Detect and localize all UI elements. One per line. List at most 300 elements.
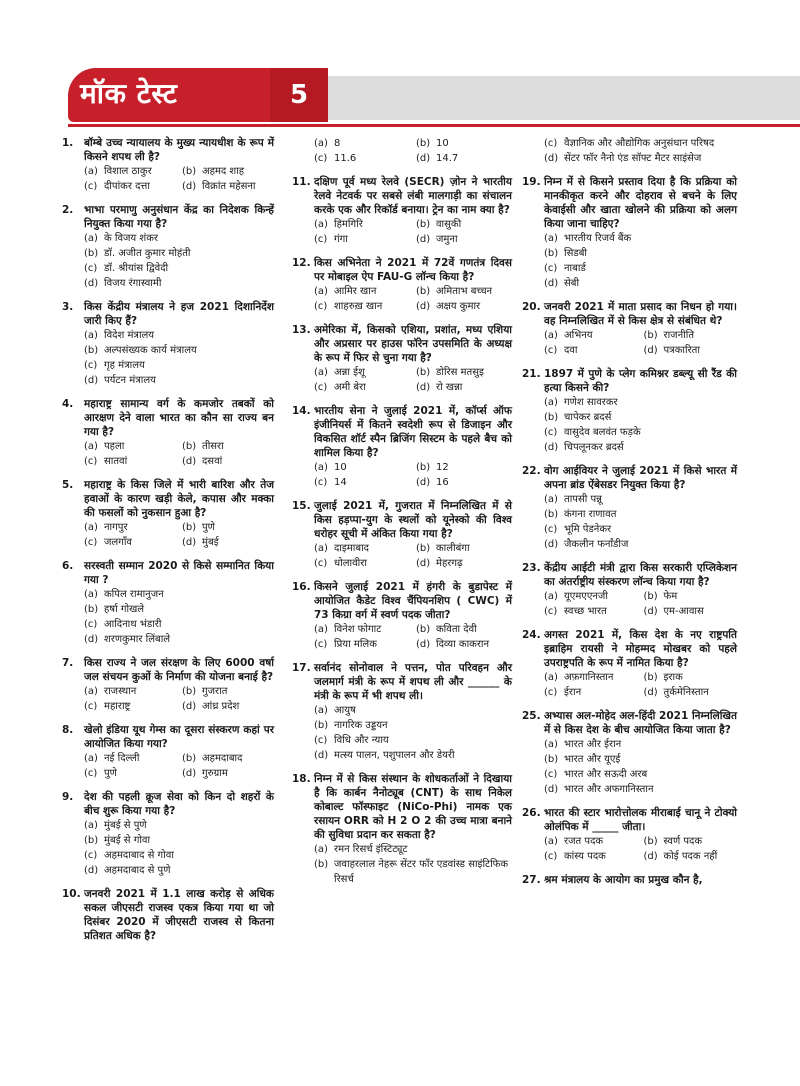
option-text: सेबी: [564, 278, 580, 289]
option-item: [182, 179, 274, 194]
options-list: [84, 328, 274, 388]
option-item: [84, 343, 274, 358]
option-text: पुणे: [104, 768, 117, 779]
option-letter: (a): [544, 330, 558, 341]
option-text: जमुना: [436, 234, 458, 245]
question-number: 2.: [62, 204, 74, 216]
question-header: [522, 175, 737, 231]
option-text: नागपुर: [104, 522, 128, 533]
option-text: दाइमाबाद: [334, 543, 369, 554]
option-item: [314, 842, 512, 857]
option-item: [416, 151, 512, 166]
question-number: 25.: [522, 710, 541, 722]
option-letter: (b): [643, 836, 658, 847]
question-text: निम्न में से किसने प्रस्ताव दिया है कि प्रक्रिया को मानकीकृत करने और दोहराव से बचने के लिए केवाईसी और खाता खोलने की प्रक्रिया को अलग किया जाना चाहिए?: [544, 176, 737, 230]
option-item: [544, 343, 638, 358]
question-number: 9.: [62, 791, 74, 803]
option-text: वासुकी: [436, 219, 462, 230]
option-letter: (a): [84, 820, 98, 831]
option-item: [544, 425, 737, 440]
option-text: कविता देवी: [436, 624, 477, 635]
option-item: [644, 849, 738, 864]
question-text: दक्षिण पूर्व मध्य रेलवे (SECR) ज़ोन ने भारतीय रेलवे नेटवर्क पर सबसे लंबी मालगाड़ी का संचालन करके एक और रिकॉर्ड बनाया। ट्रेन का नाम क्या है?: [314, 176, 512, 216]
test-number: 5: [289, 80, 309, 110]
option-text: महाराष्ट्र: [104, 701, 131, 712]
option-text: अहमदाबाद से गोवा: [104, 850, 174, 861]
option-letter: (a): [84, 522, 98, 533]
question-block: [522, 367, 737, 455]
option-letter: (a): [314, 286, 328, 297]
option-item: [544, 767, 737, 782]
option-letter: (c): [544, 606, 558, 617]
option-letter: (b): [416, 543, 431, 554]
option-letter: (b): [416, 286, 431, 297]
options-list: [544, 737, 737, 797]
column-3: [522, 136, 737, 896]
question-header: [292, 404, 512, 460]
option-item: [314, 718, 512, 733]
question-header: [292, 580, 512, 622]
question-block: [292, 175, 512, 247]
options-list: [314, 217, 512, 247]
option-letter: (b): [84, 248, 99, 259]
option-text: जवाहरलाल नेहरू सेंटर फॉर एडवांस्ड साइंटिफिक रिसर्च: [334, 859, 509, 885]
question-block: [292, 580, 512, 652]
option-letter: (c): [84, 768, 98, 779]
question-text: 1897 में पुणे के प्लेग कमिश्नर डब्ल्यू सी रैंड की हत्या किसने की?: [544, 368, 737, 394]
option-item: [84, 818, 274, 833]
option-item: [314, 232, 410, 247]
option-letter: (a): [84, 233, 98, 244]
question-number: 3.: [62, 301, 74, 313]
option-letter: (d): [416, 477, 431, 488]
option-text: गुजरात: [202, 686, 228, 697]
question-number: 11.: [292, 176, 311, 188]
option-letter: (d): [84, 375, 99, 386]
question-number: 5.: [62, 479, 74, 491]
options-list: [314, 284, 512, 314]
option-item: [644, 834, 738, 849]
option-item: [314, 365, 410, 380]
question-block: [292, 323, 512, 395]
option-text: तुर्कमेनिस्तान: [663, 687, 709, 698]
option-letter: (b): [182, 166, 197, 177]
option-item: [84, 179, 176, 194]
option-letter: (c): [84, 181, 98, 192]
option-letter: (b): [544, 412, 559, 423]
option-letter: (c): [544, 524, 558, 535]
options-list: [84, 818, 274, 878]
option-letter: (d): [416, 153, 431, 164]
question-number: 8.: [62, 724, 74, 736]
option-text: वैज्ञानिक और औद्योगिक अनुसंधान परिषद: [564, 138, 715, 149]
option-letter: (a): [544, 836, 558, 847]
option-letter: (a): [544, 397, 558, 408]
question-text: खेलो इंडिया यूथ गेम्स का दूसरा संस्करण कहां पर आयोजित किया गया?: [84, 724, 274, 750]
question-header: [292, 323, 512, 365]
option-text: गृह मंत्रालय: [104, 360, 145, 371]
option-letter: (a): [544, 591, 558, 602]
option-text: धोलावीरा: [334, 558, 367, 569]
page-title: मॉक टेस्ट: [80, 77, 178, 110]
option-item: [84, 766, 176, 781]
question-number: 26.: [522, 807, 541, 819]
option-item: [416, 365, 512, 380]
options-list: [84, 587, 274, 647]
options-list: [544, 589, 737, 619]
option-letter: (c): [84, 456, 98, 467]
option-item: [416, 232, 512, 247]
option-letter: (d): [544, 539, 559, 550]
option-item: [314, 151, 410, 166]
question-block: [62, 887, 274, 943]
question-text: अमेरिका में, किसको एशिया, प्रशांत, मध्य एशिया और अप्रसार पर हाउस फॉरेन उपसमिति के अध्यक्ष के रूप में फिर से चुना गया है?: [314, 324, 512, 364]
option-letter: (b): [314, 859, 329, 870]
options-list: [544, 328, 737, 358]
option-item: [84, 751, 176, 766]
question-text: केंद्रीय आईटी मंत्री द्वारा किस सरकारी एप्लिकेशन का अंतर्राष्ट्रीय संस्करण लॉन्च किया गया है?: [544, 562, 737, 588]
question-text: सर्वानंद सोनोवाल ने पत्तन, पोत परिवहन और जलमार्ग मंत्री के रूप में शपथ ली और ______ के मंत्री के रूप में भी शपथ ली।: [314, 662, 512, 702]
option-letter: (d): [84, 278, 99, 289]
question-text: जनवरी 2021 में 1.1 लाख करोड़ से अधिक सकल जीएसटी राजस्व एकत्र किया गया था जो दिसंबर 2020 में जीएसटी राजस्व से कितना प्रतिशत अधिक है?: [84, 888, 274, 942]
option-text: रो खन्ना: [436, 382, 463, 393]
question-block: [522, 873, 737, 887]
option-text: 10: [436, 138, 449, 149]
option-item: [314, 299, 410, 314]
option-letter: (a): [314, 462, 328, 473]
question-text: महाराष्ट्र के किस जिले में भारी बारिश और तेज हवाओं के कारण खड़ी केले, कपास और मक्का की फसलों को नुकसान हुआ है?: [84, 479, 274, 519]
question-text: भारतीय सेना ने जुलाई 2021 में, कॉर्प्स ऑफ इंजीनियर्स में कितने स्वदेशी रूप से डिजाइन और विकसित शॉर्ट स्पैन ब्रिजिंग सिस्टम के पहले बैच को शामिल किया है?: [314, 405, 512, 459]
option-item: [544, 136, 737, 151]
option-item: [416, 460, 512, 475]
option-text: भारत और अफगानिस्तान: [564, 784, 654, 795]
option-letter: (c): [314, 153, 328, 164]
option-letter: (b): [416, 462, 431, 473]
option-text: आयुष: [334, 705, 356, 716]
option-text: इराक: [663, 672, 683, 683]
question-header: [62, 478, 274, 520]
question-header: [62, 300, 274, 328]
option-item: [84, 358, 274, 373]
option-item: [544, 151, 737, 166]
option-letter: (c): [314, 735, 328, 746]
option-letter: (b): [314, 720, 329, 731]
option-letter: (a): [314, 705, 328, 716]
option-item: [314, 637, 410, 652]
option-text: नई दिल्ली: [104, 753, 140, 764]
question-number: 13.: [292, 324, 311, 336]
option-text: अन्ना ईशू: [334, 367, 365, 378]
option-text: ईरान: [564, 687, 582, 698]
option-letter: (d): [182, 456, 197, 467]
question-text: अभ्यास अल-मोहेद अल-हिंदी 2021 निम्नलिखित में से किस देश के बीच आयोजित किया जाता है?: [544, 710, 737, 736]
option-item: [544, 685, 638, 700]
options-list: [84, 231, 274, 291]
question-number: 6.: [62, 560, 74, 572]
option-item: [314, 541, 410, 556]
option-letter: (a): [544, 494, 558, 505]
option-item: [544, 492, 737, 507]
option-text: अल्पसंख्यक कार्य मंत्रालय: [104, 345, 197, 356]
option-text: विजय रंगास्वामी: [104, 278, 162, 289]
option-item: [314, 136, 410, 151]
option-text: नागरिक उड्डयन: [334, 720, 388, 731]
question-text: देश की पहली क्रूज सेवा को किन दो शहरों के बीच शुरू किया गया है?: [84, 791, 274, 817]
option-letter: (a): [84, 686, 98, 697]
question-block: [62, 656, 274, 714]
option-item: [84, 276, 274, 291]
options-list: [314, 365, 512, 395]
question-block: [62, 397, 274, 469]
question-header: [522, 561, 737, 589]
option-text: राजस्थान: [104, 686, 137, 697]
option-text: अमिताभ बच्चन: [436, 286, 493, 297]
question-block: [62, 559, 274, 647]
option-letter: (a): [314, 844, 328, 855]
option-text: डोरिस मतसुइ: [436, 367, 484, 378]
options-list: [84, 520, 274, 550]
option-text: सातवां: [104, 456, 128, 467]
option-letter: (c): [84, 537, 98, 548]
option-letter: (c): [544, 769, 558, 780]
options-list: [544, 492, 737, 552]
option-letter: (b): [643, 330, 658, 341]
question-number: 24.: [522, 629, 541, 641]
option-text: रजत पदक: [564, 836, 604, 847]
option-text: 11.6: [334, 153, 357, 164]
question-number: 19.: [522, 176, 541, 188]
option-item: [544, 261, 737, 276]
question-block: [522, 561, 737, 619]
option-text: स्वर्ण पदक: [663, 836, 703, 847]
option-text: चिपलूनकर ब्रदर्स: [564, 442, 624, 453]
option-text: आदिनाथ भंडारी: [104, 619, 162, 630]
question-number: 14.: [292, 405, 311, 417]
option-item: [84, 454, 176, 469]
question-block: [62, 300, 274, 388]
option-item: [84, 833, 274, 848]
option-letter: (d): [182, 701, 197, 712]
question-text: किस अभिनेता ने 2021 में 72वें गणतंत्र दिवस पर मोबाइल ऐप FAU-G लॉन्च किया है?: [314, 257, 512, 283]
option-text: फेम: [663, 591, 678, 602]
option-text: मेहरगढ़: [436, 558, 463, 569]
option-letter: (b): [182, 686, 197, 697]
option-letter: (d): [182, 181, 197, 192]
option-text: भारत और ईरान: [564, 739, 622, 750]
option-text: दवा: [564, 345, 578, 356]
option-text: राजनीति: [663, 330, 695, 341]
options-list: [544, 136, 737, 166]
option-text: मुंबई से पुणे: [104, 820, 147, 831]
option-letter: (a): [314, 219, 328, 230]
option-text: भारत और सऊदी अरब: [564, 769, 648, 780]
option-item: [84, 617, 274, 632]
options-list: [314, 136, 512, 166]
question-number: 12.: [292, 257, 311, 269]
option-letter: (c): [544, 427, 558, 438]
option-text: भारतीय रिजर्व बैंक: [564, 233, 632, 244]
question-text: किसने जुलाई 2021 में हंगरी के बुडापेस्ट में आयोजित कैडेट विश्व चैंपियनशिप ( CWC) में 73 किग्रा वर्ग में स्वर्ण पदक जीता?: [314, 581, 512, 621]
option-item: [544, 440, 737, 455]
option-letter: (b): [182, 441, 197, 452]
question-text: अगस्त 2021 में, किस देश के नए राष्ट्रपति इब्राहिम रायसी ने मोहम्मद मोखबर को पहले उपराष्ट्रपति के रूप में नामित किया है?: [544, 629, 737, 669]
option-text: अभिनय: [564, 330, 593, 341]
options-list: [84, 751, 274, 781]
question-header: [62, 790, 274, 818]
option-text: विशाल ठाकुर: [104, 166, 152, 177]
option-text: दिव्या काकरान: [436, 639, 490, 650]
option-letter: (c): [84, 619, 98, 630]
options-list: [314, 842, 512, 887]
option-item: [644, 604, 738, 619]
option-text: अहमदाबाद: [202, 753, 243, 764]
column-1: [62, 136, 274, 952]
options-list: [314, 541, 512, 571]
question-number: 7.: [62, 657, 74, 669]
option-letter: (d): [84, 865, 99, 876]
option-item: [182, 535, 274, 550]
option-item: [644, 670, 738, 685]
option-item: [544, 395, 737, 410]
option-text: यूएमएएनजी: [564, 591, 608, 602]
option-item: [416, 217, 512, 232]
option-letter: (c): [314, 382, 328, 393]
option-text: भारत और यूएई: [564, 754, 621, 765]
option-text: पुणे: [202, 522, 215, 533]
option-letter: (c): [314, 477, 328, 488]
option-item: [84, 602, 274, 617]
option-letter: (d): [643, 606, 658, 617]
option-letter: (a): [84, 330, 98, 341]
option-letter: (a): [84, 753, 98, 764]
question-block: [292, 256, 512, 314]
question-header: [522, 464, 737, 492]
option-letter: (c): [544, 138, 558, 149]
option-letter: (b): [643, 672, 658, 683]
option-letter: (a): [544, 672, 558, 683]
option-text: डॉ. श्रीयांस द्विवेदी: [104, 263, 169, 274]
option-item: [182, 520, 274, 535]
question-header: [292, 772, 512, 842]
option-item: [314, 475, 410, 490]
option-text: गणेश सावरकर: [564, 397, 618, 408]
option-text: गंगा: [334, 234, 348, 245]
option-letter: (b): [544, 248, 559, 259]
option-text: पहला: [104, 441, 125, 452]
question-block: [62, 478, 274, 550]
option-item: [544, 604, 638, 619]
option-text: भूमि पेडनेकर: [564, 524, 612, 535]
option-letter: (a): [314, 543, 328, 554]
option-letter: (c): [544, 345, 558, 356]
option-text: के विजय शंकर: [104, 233, 158, 244]
option-text: कांस्य पदक: [564, 851, 606, 862]
option-item: [84, 684, 176, 699]
question-header: [62, 136, 274, 164]
option-text: अक्षय कुमार: [436, 301, 481, 312]
option-letter: (b): [544, 509, 559, 520]
question-block: [292, 661, 512, 763]
question-block: [62, 790, 274, 878]
question-header: [62, 656, 274, 684]
option-item: [544, 507, 737, 522]
options-list: [84, 684, 274, 714]
option-letter: (d): [643, 851, 658, 862]
option-letter: (d): [643, 345, 658, 356]
option-item: [644, 328, 738, 343]
option-item: [314, 703, 512, 718]
option-letter: (d): [544, 442, 559, 453]
options-list: [84, 439, 274, 469]
option-item: [544, 231, 737, 246]
option-text: सेंटर फॉर नैनो एंड सॉफ्ट मैटर साइंसेज: [564, 153, 702, 164]
question-header: [62, 723, 274, 751]
option-text: दसवां: [202, 456, 223, 467]
option-item: [84, 535, 176, 550]
question-number: 20.: [522, 301, 541, 313]
option-letter: (b): [643, 591, 658, 602]
option-item: [84, 373, 274, 388]
question-block: [292, 499, 512, 571]
option-item: [544, 589, 638, 604]
option-item: [644, 589, 738, 604]
option-letter: (c): [84, 263, 98, 274]
option-item: [182, 439, 274, 454]
option-text: जैकलीन फर्नांडीज: [564, 539, 629, 550]
option-text: मत्स्य पालन, पशुपालन और डेयरी: [334, 750, 455, 761]
option-item: [314, 556, 410, 571]
option-item: [84, 587, 274, 602]
question-number: 22.: [522, 465, 541, 477]
option-item: [314, 284, 410, 299]
option-text: 8: [334, 138, 341, 149]
question-number: 23.: [522, 562, 541, 574]
option-letter: (d): [416, 382, 431, 393]
option-letter: (c): [84, 701, 98, 712]
option-item: [544, 737, 737, 752]
option-text: हर्षा गोखले: [104, 604, 145, 615]
question-header: [62, 203, 274, 231]
option-letter: (c): [314, 234, 328, 245]
option-text: 14: [334, 477, 347, 488]
header-rule: [68, 124, 800, 127]
question-block: [522, 300, 737, 358]
option-text: तीसरा: [202, 441, 224, 452]
question-header: [62, 559, 274, 587]
option-text: विक्रांत महेसना: [202, 181, 256, 192]
question-block: [522, 806, 737, 864]
option-text: स्वच्छ भारत: [564, 606, 607, 617]
option-item: [544, 834, 638, 849]
option-item: [84, 848, 274, 863]
option-text: रमन रिसर्च इंस्टिट्यूट: [334, 844, 408, 855]
question-header: [522, 367, 737, 395]
option-text: 12: [436, 462, 449, 473]
options-list: [544, 834, 737, 864]
option-letter: (d): [643, 687, 658, 698]
option-item: [84, 246, 274, 261]
option-letter: (a): [314, 367, 328, 378]
option-item: [544, 328, 638, 343]
option-text: शरणकुमार लिंबाले: [104, 634, 171, 645]
question-header: [292, 175, 512, 217]
option-item: [416, 637, 512, 652]
question-header: [522, 873, 737, 887]
option-item: [314, 857, 512, 887]
question-header: [292, 661, 512, 703]
option-text: नाबार्ड: [564, 263, 586, 274]
option-text: पर्यटन मंत्रालय: [104, 375, 156, 386]
